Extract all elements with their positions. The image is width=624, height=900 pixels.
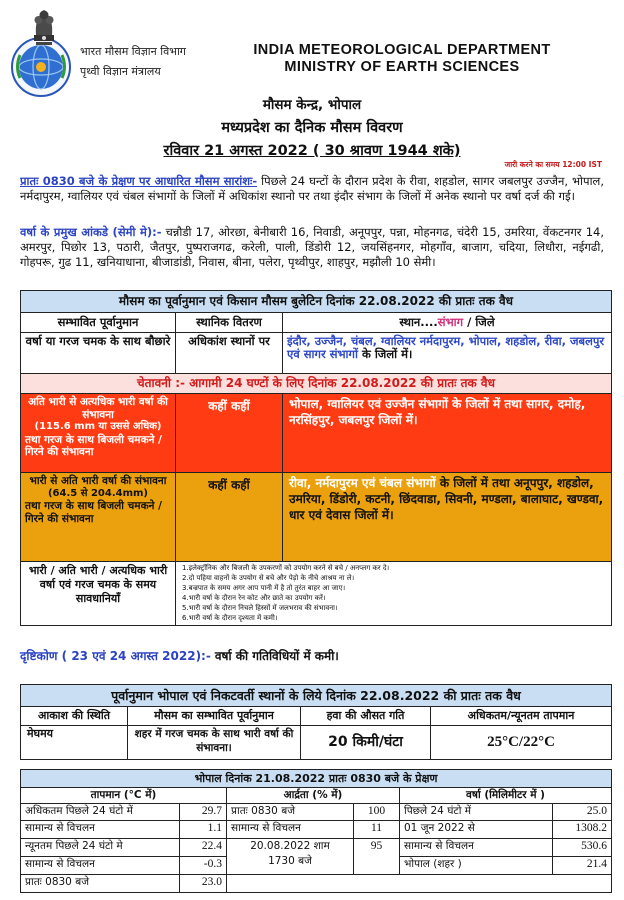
- report-date: रविवार 21 अगस्त 2022 ( 30 श्रावण 1944 शके): [163, 143, 461, 159]
- observation-title: भोपाल दिनांक 21.08.2022 प्रातः 0830 बजे के प्रेक्षण: [21, 770, 611, 787]
- sky-condition: मेघमय: [21, 726, 127, 759]
- centre-title: मौसम केन्द्र, भोपाल: [262, 97, 362, 113]
- rainfall-heading: वर्षा के प्रमुख आंकडे (सेमी मे):-: [20, 225, 162, 239]
- orange-warning-places: [283, 473, 611, 561]
- report-title: मध्यप्रदेश का दैनिक मौसम विवरण: [221, 120, 403, 136]
- rainfall-value: 1308.2: [553, 821, 611, 838]
- department-name-hindi: [80, 42, 186, 82]
- column-header-places-division: संभाग: [437, 315, 464, 329]
- warning-title: चेतावनी :- आगामी 24 घण्टों के लिए दिनांक 22.08.2022 की प्रातः तक वैध: [21, 374, 611, 393]
- orange-warning-level: [21, 473, 175, 561]
- forecast-places-divisions: इंदौर, उज्जैन, चंबल, ग्वालियर नर्मदापुरम, भोपाल, शहडोल, रीवा, जबलपुर एवं सागर संभागों: [287, 334, 605, 361]
- column-header-sky: आकाश की स्थिति: [21, 707, 127, 725]
- rainfall-label: सामान्य से विचलन: [400, 839, 552, 856]
- empty-cell: [227, 875, 611, 892]
- summary-text: पिछले 24 घन्टों के दौरान प्रदेश के रीवा, शहडोल, सागर जबलपुर उज्जैन, भोपाल, नर्मदापुरम, ग्वालियर एवं चंबल संभागों के जिलों में अधिकांश स्थानो पर तथा इंदौर संभाग के जिलों में अनेक स्थानो पर वर्षा दर्ज की गई।: [20, 174, 604, 203]
- summary-heading: प्रातः 0830 बजे के प्रेक्षण पर आधारित मौसम सारांशः-: [20, 174, 258, 188]
- temperature-value: -0.3: [180, 857, 226, 874]
- humidity-label: सामान्य से विचलन: [227, 821, 353, 838]
- column-header-places-prefix: स्थान....: [399, 315, 438, 329]
- humidity-value: 95: [354, 839, 399, 874]
- column-header-places-suffix: / जिले: [463, 315, 495, 329]
- outlook: [20, 647, 339, 664]
- humidity-label-evening: [227, 839, 353, 874]
- bhopal-forecast-title: पूर्वानुमान भोपाल एवं निकटवर्ती स्थानों के लिये दिनांक 22.08.2022 की प्रातः तक वैध: [21, 685, 611, 706]
- temperature-value: 1.1: [180, 821, 226, 838]
- max-min-temperature: 25°C/22°C: [431, 726, 611, 759]
- bhopal-observation-table: [20, 769, 612, 893]
- temperature-value: 29.7: [180, 804, 226, 820]
- column-header-rainfall: वर्षा (मिलिमीटर में ): [400, 788, 611, 803]
- orange-warning-thunder: तथा गरज के साथ बिजली चमकने / गिरने की संभावना: [25, 500, 162, 525]
- rainfall-label: 01 जून 2022 से: [400, 821, 552, 838]
- weather-summary: [20, 174, 604, 222]
- orange-warning-distribution: कहीं कहीं: [176, 473, 282, 561]
- precaution-item: 6.भारी वर्षा के दौरान दृश्यता में कमी।: [182, 614, 278, 622]
- column-header-distribution: स्थानिक वितरण: [176, 313, 282, 332]
- bhopal-forecast-table: [20, 684, 612, 760]
- column-header-wind: हवा की औसत गति: [301, 707, 430, 725]
- temperature-label: प्रातः 0830 बजे: [21, 875, 179, 892]
- forecast-distribution: अधिकांश स्थानों पर: [176, 333, 282, 373]
- red-warning-level-text: अति भारी से अत्यधिक भारी वर्षा की संभावना: [28, 396, 168, 421]
- precautions-label: भारी / अति भारी / अत्यधिक भारी वर्षा एवं गरज चमक के समय सावधानियाँ: [21, 562, 175, 625]
- department-title-hindi: भारत मौसम विज्ञान विभाग: [80, 45, 186, 58]
- column-header-forecast: सम्भावित पूर्वानुमान: [21, 313, 175, 332]
- humidity-value: 100: [354, 804, 399, 820]
- department-title-english: INDIA METEOROLOGICAL DEPARTMENT: [253, 42, 551, 58]
- orange-warning-places-highlight: रीवा, नर्मदापुरम एवं चंबल संभागों: [289, 476, 436, 490]
- column-header-places: [283, 313, 611, 332]
- issue-time: जारी करने का समय 12:00 IST: [504, 160, 602, 169]
- ministry-title-hindi: पृथ्वी विज्ञान मंत्रालय: [80, 65, 161, 78]
- precaution-item: 2.दो पहिया वाहनों के उपयोग से बचे और पेड़ो के नीचे आश्रय ना ले।: [182, 574, 355, 582]
- outlook-text: वर्षा की गतिविधियों में कमी।: [214, 649, 339, 663]
- temperature-label: सामान्य से विचलन: [21, 821, 179, 838]
- forecast-places-suffix: के जिलों में।: [357, 347, 413, 361]
- department-name-english: [232, 42, 572, 76]
- precaution-item: 5.भारी वर्षा के दौरान निचले हिस्सों में जलभराव की संभावना।: [182, 604, 338, 612]
- humidity-value: 11: [354, 821, 399, 838]
- precautions-list: [176, 562, 611, 625]
- forecast-places: [283, 333, 611, 373]
- rainfall-figures: [20, 225, 604, 287]
- forecast-table-title: मौसम का पूर्वानुमान एवं किसान मौसम बुलेटिन दिनांक 22.08.2022 की प्रातः तक वैध: [21, 291, 611, 312]
- column-header-temperature: अधिकतम/न्यूनतम तापमान: [431, 707, 611, 725]
- weather-forecast: शहर में गरज चमक के साथ भारी वर्षा की संभावना।: [128, 726, 300, 759]
- orange-warning-places-rest: के जिलों में तथा अनूपपुर, शहडोल, उमरिया, डिंडोरी, कटनी, छिंदवाडा, सिवनी, मण्डला, बालाघाट, खण्डवा, धार एवं देवास जिलों में।: [289, 476, 604, 522]
- temperature-label: न्यूनतम पिछले 24 घंटो मे: [21, 839, 179, 856]
- column-header-weather: मौसम का सम्भावित पूर्वानुमान: [128, 707, 300, 725]
- temperature-value: 23.0: [180, 875, 226, 892]
- red-warning-places: भोपाल, ग्वालियर एवं उज्जैन संभागों के जिलों में तथा सागर, दमोह, नरसिंहपुर, जबलपुर जिलों में।: [283, 394, 611, 472]
- temperature-value: 22.4: [180, 839, 226, 856]
- orange-warning-level-text: भारी से अति भारी वर्षा की संभावना: [29, 475, 167, 487]
- red-warning-distribution: कहीं कहीं: [176, 394, 282, 472]
- state-emblem-icon: [27, 5, 61, 51]
- humidity-label: प्रातः 0830 बजे: [227, 804, 353, 820]
- orange-warning-range: (64.5 से 204.4mm): [47, 487, 148, 499]
- temperature-label: सामान्य से विचलन: [21, 857, 179, 874]
- forecast-warning-table: [20, 290, 612, 626]
- ministry-title-english: MINISTRY OF EARTH SCIENCES: [284, 59, 520, 75]
- precaution-item: 4.भारी वर्षा के दौरान रेन कोट और छाते का उपयोग करें।: [182, 594, 326, 602]
- forecast-type: वर्षा या गरज चमक के साथ बौछारे: [21, 333, 175, 373]
- outlook-heading: दृष्टिकोण ( 23 एवं 24 अगस्त 2022):-: [20, 649, 211, 663]
- rainfall-label: पिछले 24 घंटो में: [400, 804, 552, 820]
- rainfall-value: 530.6: [553, 839, 611, 856]
- temperature-label: अधिकतम पिछले 24 घंटो में: [21, 804, 179, 820]
- precaution-item: 3.बज्रपात के समय अगर आप पानी में है तो तुरंत बाहर आ जाए।: [182, 584, 346, 592]
- column-header-temperature: तापमान (°C में): [21, 788, 226, 803]
- red-warning-thunder: तथा गरज के साथ बिजली चमकने / गिरने की संभावना: [25, 433, 162, 458]
- rainfall-value: 21.4: [553, 857, 611, 874]
- rainfall-text: चन्नौडी 17, ओरछा, बेनीबारी 16, निवाडी, अनूपपुर, पन्ना, मोहनगढ, चंदेरी 15, उमरिया, वेंकटनगर 14, अमरपुर, पिछोर 13, पठारी, जैतपुर, पुष्पराजगढ, करेली, पाली, डिंडोरी 12, जयसिंहनगर, मोहगाँव, बाजाग, चदिया, लिधौरा, नईगढी, गोहपरू, गुढ 11, खनियाधाना, बीजाडांडी, निवास, बीना, पलेरा, पृथ्वीपुर, शाहपुर, मझौली 10 सेमी।: [20, 225, 604, 269]
- rainfall-label: भोपाल (शहर ): [400, 857, 552, 874]
- humidity-evening-date: 20.08.2022 शाम: [250, 840, 330, 852]
- red-warning-level: [21, 394, 175, 472]
- wind-speed: 20 किमी/घंटा: [301, 726, 430, 759]
- humidity-evening-time: 1730 बजे: [268, 855, 312, 867]
- red-warning-range: (115.6 mm या उससे अधिक): [34, 421, 162, 432]
- rainfall-value: 25.0: [553, 804, 611, 820]
- precaution-item: 1.इलेक्ट्रॉनिक और बिजली के उपकरणों को उपयोग करने से बचे / अनप्लग कर दे।: [182, 564, 390, 572]
- column-header-humidity: आर्द्रता (% में): [227, 788, 399, 803]
